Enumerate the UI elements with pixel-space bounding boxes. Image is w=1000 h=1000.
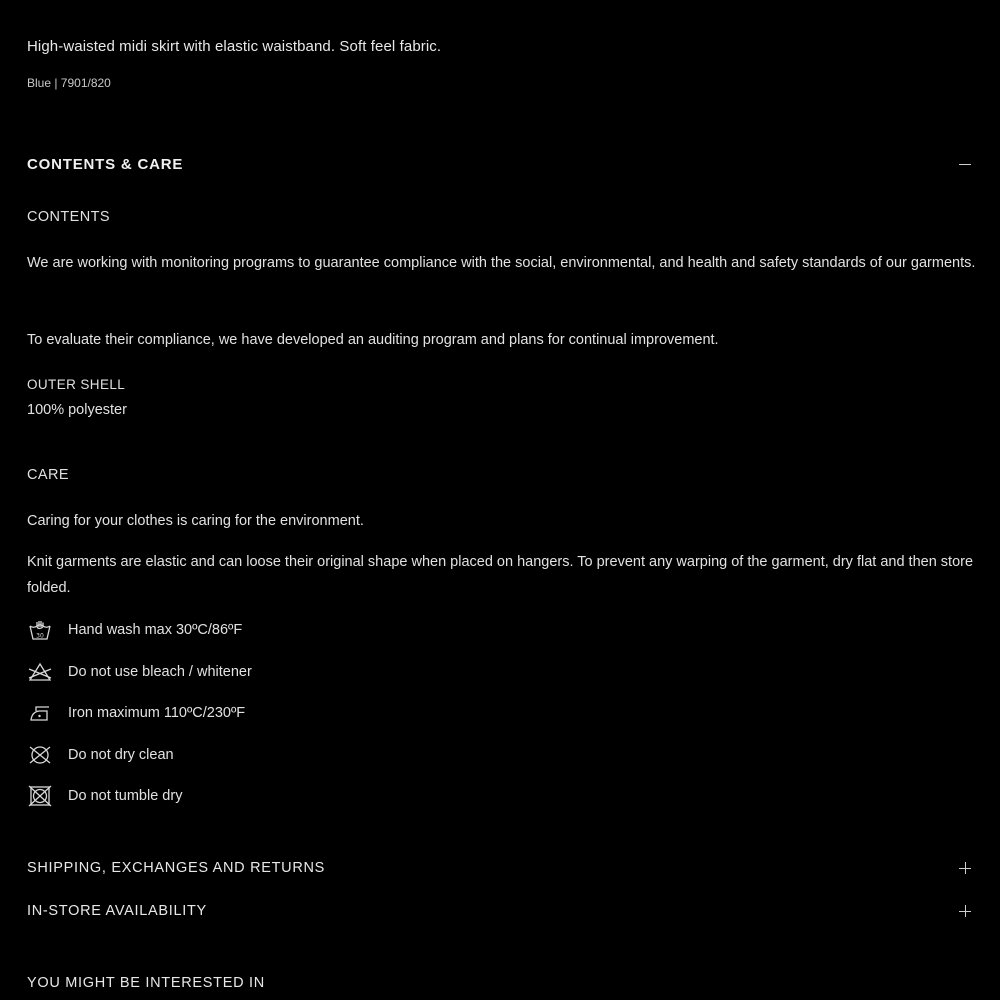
care-instruction-label: Iron maximum 110ºC/230ºF — [68, 705, 246, 721]
care-instruction-row — [27, 618, 242, 642]
iron-icon — [27, 702, 53, 724]
in-store-availability-header[interactable]: IN-STORE AVAILABILITY — [27, 903, 207, 919]
svg-text:30: 30 — [36, 632, 44, 640]
contents-care-header[interactable]: CONTENTS & CARE — [27, 156, 184, 173]
outer-shell-label: OUTER SHELL — [27, 377, 126, 392]
expand-icon[interactable] — [958, 861, 972, 875]
collapse-icon[interactable] — [958, 157, 972, 171]
care-heading: CARE — [27, 467, 69, 483]
care-knit-note: Knit garments are elastic and can loose their original shape when placed on hangers. To prevent any warping of the garment, dry flat and then store folded. — [27, 554, 974, 596]
contents-heading: CONTENTS — [27, 209, 110, 225]
care-instruction-row — [27, 701, 245, 725]
contents-paragraph-auditing: To evaluate their compliance, we have developed an auditing program and plans for continual improvement. — [27, 332, 719, 348]
hand-wash-icon — [27, 619, 53, 641]
shipping-returns-header[interactable]: SHIPPING, EXCHANGES AND RETURNS — [27, 860, 326, 876]
contents-paragraph-compliance: We are working with monitoring programs to guarantee compliance with the social, environmental, and health and safety standards of our garments. — [27, 255, 976, 271]
recommendations-heading: YOU MIGHT BE INTERESTED IN — [27, 975, 265, 991]
product-color-reference: Blue | 7901/820 — [27, 76, 111, 90]
care-intro: Caring for your clothes is caring for the environment. — [27, 513, 364, 529]
care-instruction-row — [27, 743, 174, 767]
outer-shell-composition: 100% polyester — [27, 402, 127, 418]
care-instruction-label: Do not dry clean — [68, 747, 174, 763]
care-instruction-label: Do not tumble dry — [68, 788, 183, 804]
no-tumble-dry-icon — [27, 785, 53, 807]
no-dry-clean-icon — [27, 744, 53, 766]
care-instruction-row — [27, 784, 182, 808]
product-description: High-waisted midi skirt with elastic waistband. Soft feel fabric. — [27, 38, 442, 55]
no-bleach-icon — [27, 661, 53, 683]
care-instruction-row — [27, 660, 252, 684]
care-instruction-label: Hand wash max 30ºC/86ºF — [68, 622, 243, 638]
expand-icon[interactable] — [958, 904, 972, 918]
care-instruction-label: Do not use bleach / whitener — [68, 664, 252, 680]
